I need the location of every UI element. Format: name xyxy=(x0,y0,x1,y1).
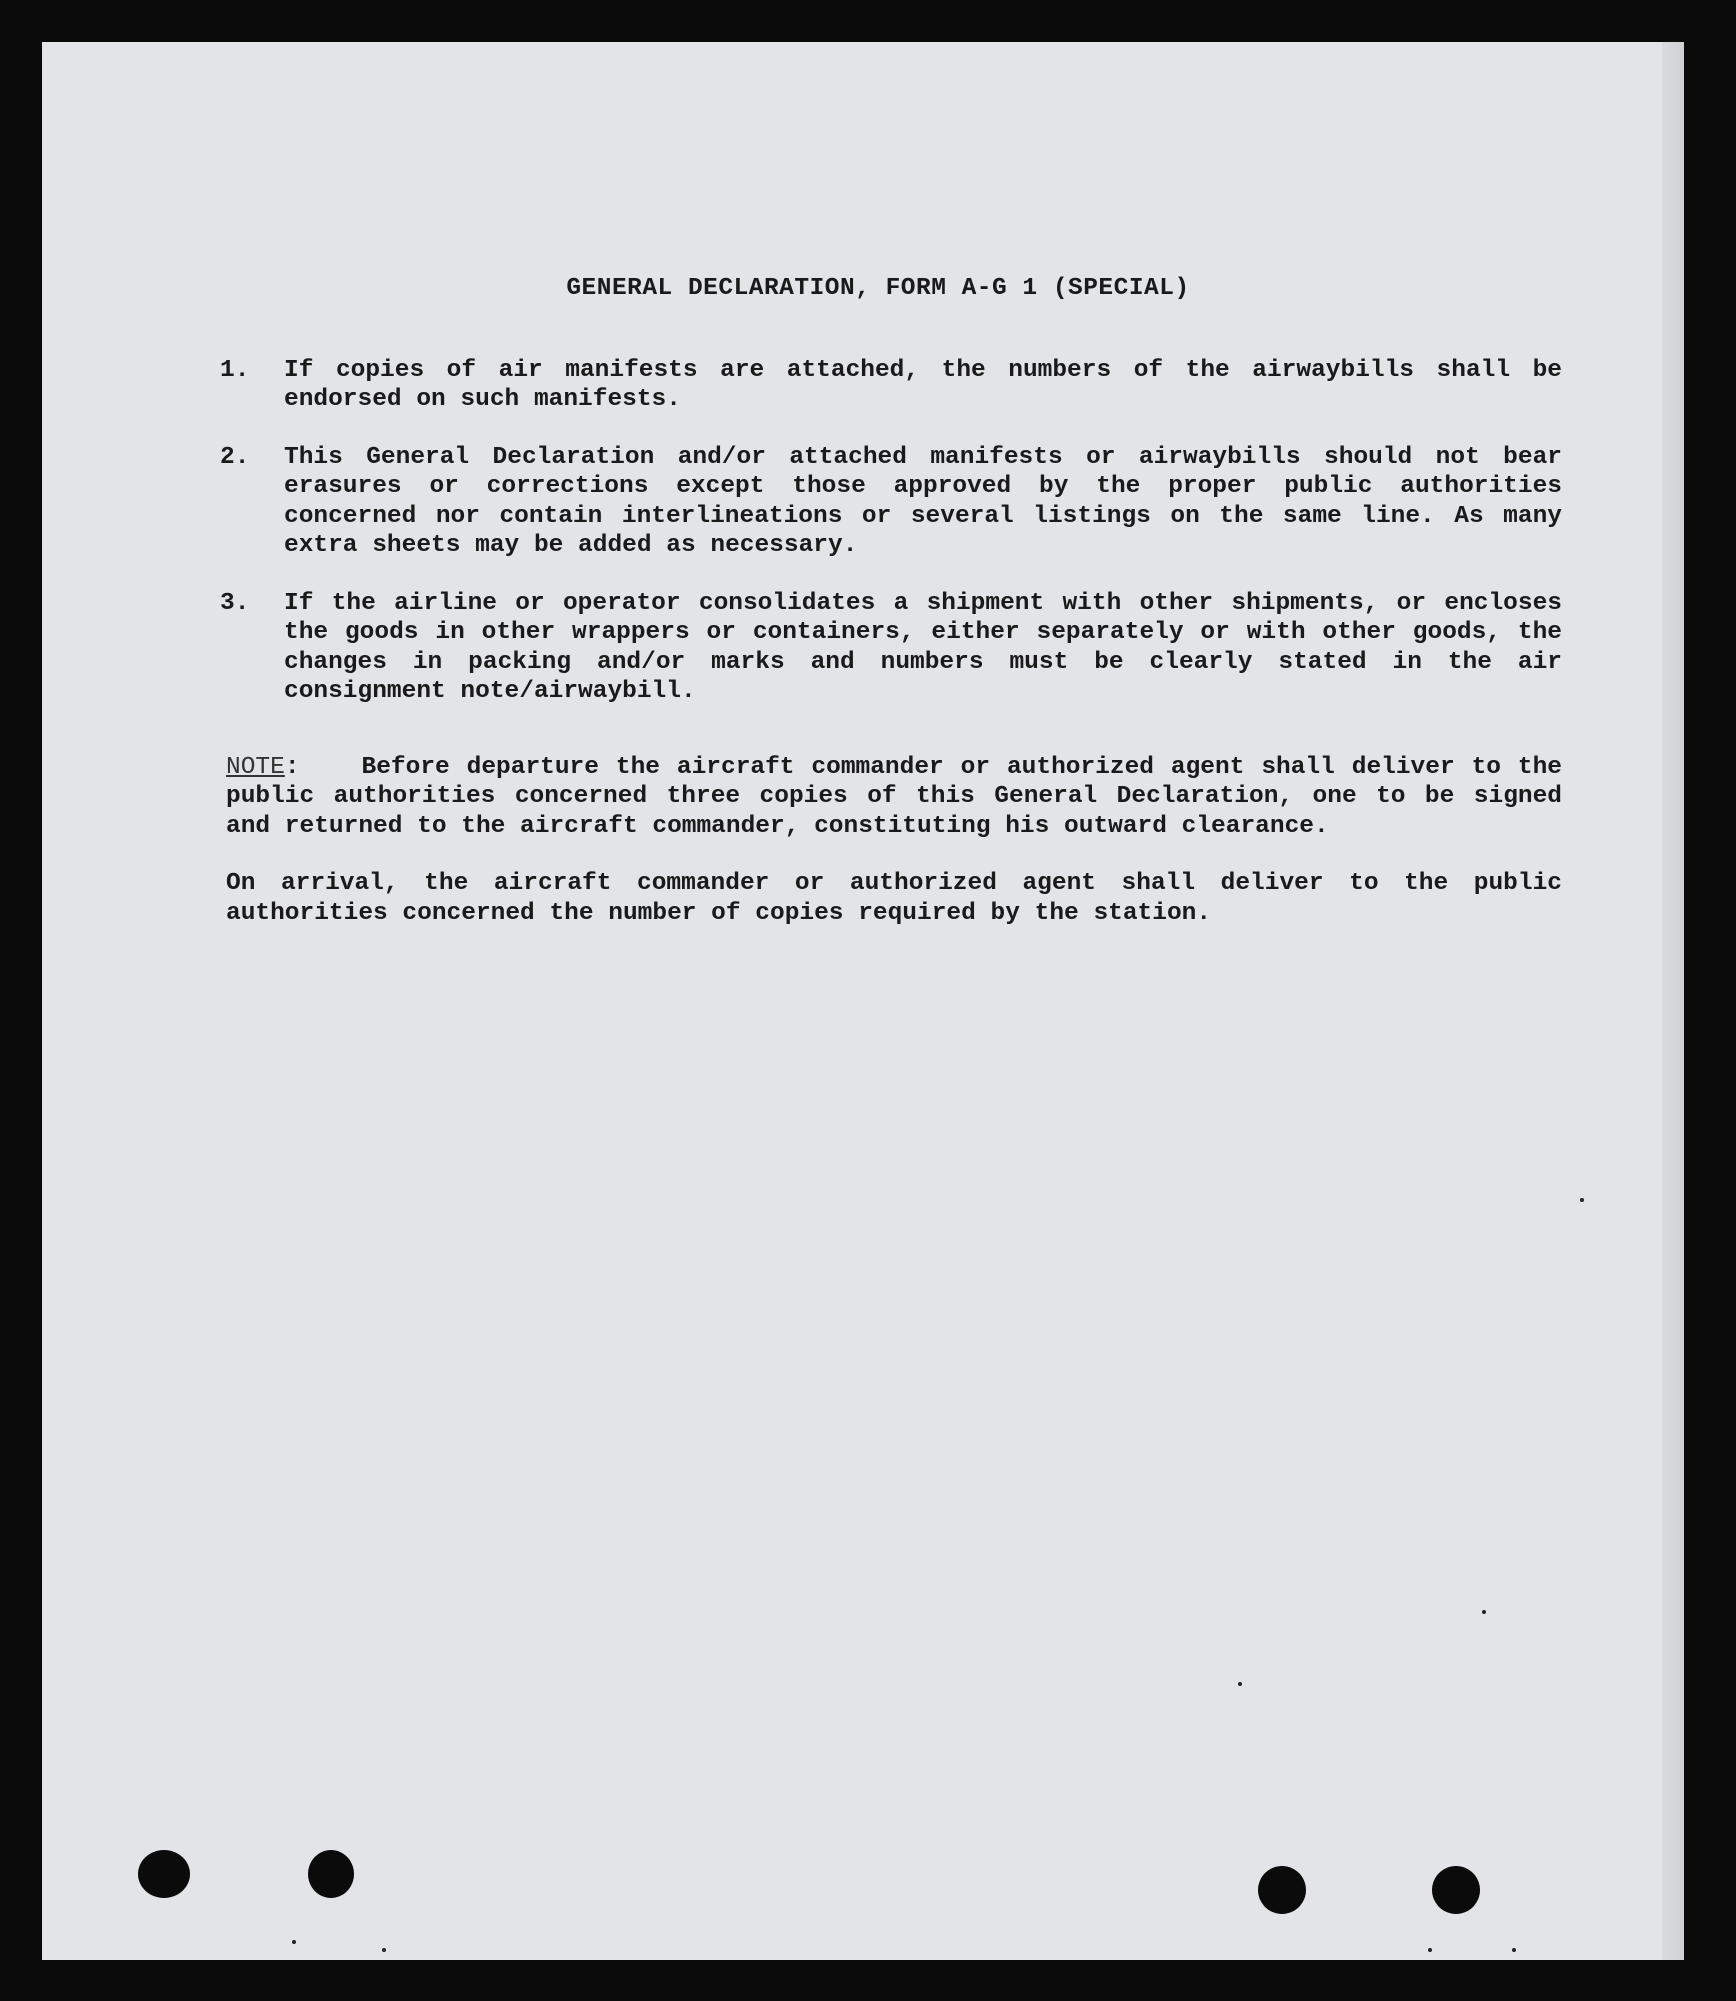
paper-edge xyxy=(1662,42,1684,1960)
punch-hole xyxy=(308,1850,354,1898)
speck xyxy=(1580,1198,1584,1202)
item-text: If copies of air manifests are attached, the numbers of the airwaybills shall be endorsed on such manifests. xyxy=(284,356,1562,413)
speck xyxy=(1238,1682,1242,1686)
list-item xyxy=(182,589,1562,707)
speck xyxy=(292,1940,296,1944)
document-body xyxy=(182,274,1562,928)
speck xyxy=(382,1948,386,1952)
scan-border xyxy=(0,1960,1736,2001)
speck xyxy=(1512,1948,1516,1952)
item-number: 2. xyxy=(220,443,250,471)
arrival-paragraph: On arrival, the aircraft commander or authorized agent shall deliver to the public authorities concerned the number of copies required by the station. xyxy=(226,870,1562,927)
paper-sheet xyxy=(42,42,1664,1960)
note-colon: : xyxy=(284,753,300,781)
list-item xyxy=(182,443,1562,561)
item-text: This General Declaration and/or attached manifests or airwaybills should not bear erasures or corrections except those approved by the proper public authorities concerned nor contain interlineations or several listings on the same line. As many extra sheets may be added as necessary. xyxy=(284,443,1562,559)
speck xyxy=(1482,1610,1486,1614)
speck xyxy=(1428,1948,1432,1952)
punch-hole xyxy=(1432,1866,1480,1914)
document-title: GENERAL DECLARATION, FORM A-G 1 (SPECIAL) xyxy=(566,275,1190,302)
item-number: 3. xyxy=(220,589,250,617)
note-paragraph xyxy=(226,753,1562,842)
note-text: Before departure the aircraft commander or authorized agent shall deliver to the public authorities concerned three copies of this General Declaration, one to be signed and returned to the aircraft commander, constituting his outward clearance. xyxy=(226,753,1562,840)
note-label: NOTE xyxy=(226,753,285,781)
punch-hole xyxy=(1258,1866,1306,1914)
punch-hole xyxy=(138,1850,190,1898)
item-text: If the airline or operator consolidates a shipment with other shipments, or encloses the goods in other wrappers or containers, either separately or with other goods, the changes in packing and/or marks and numbers must be clearly stated in the air consignment note/airwaybill. xyxy=(284,589,1562,705)
list-item xyxy=(182,356,1562,415)
item-number: 1. xyxy=(220,356,250,384)
